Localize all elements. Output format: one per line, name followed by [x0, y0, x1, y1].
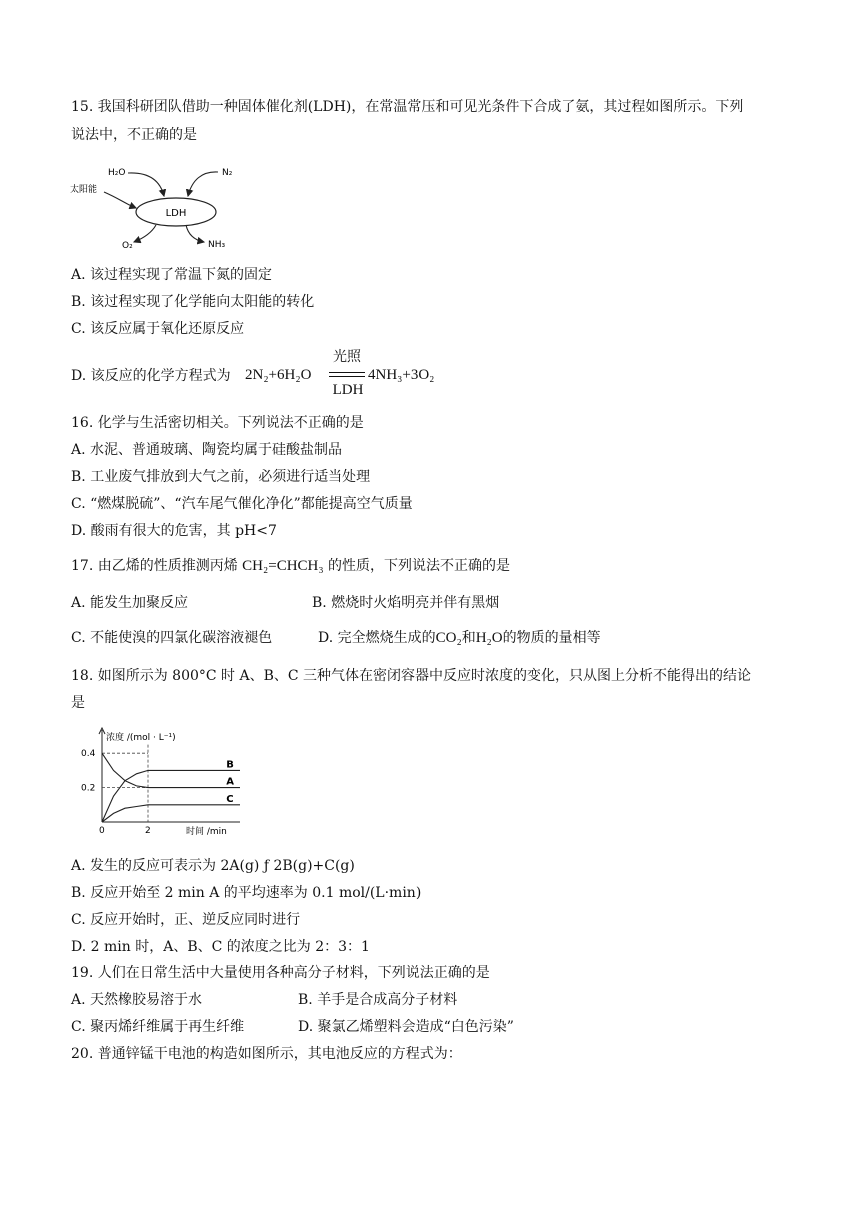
q18-option-a: A. 发生的反应可表示为 2A(g) ƒ 2B(g)+C(g)	[71, 858, 355, 874]
q15-equation-condition-top: 光照	[333, 349, 361, 365]
q19-option-d: D. 聚氯乙烯塑料会造成“白色污染”	[298, 1019, 514, 1035]
q16-option-b: B. 工业废气排放到大气之前，必须进行适当处理	[71, 469, 371, 485]
q19-option-c: C. 聚丙烯纤维属于再生纤维	[71, 1019, 245, 1035]
q15-equation-condition-bottom: LDH	[332, 382, 364, 398]
q15-equation-arrow-line1	[329, 372, 365, 373]
q16-option-c: C. “燃煤脱硫”、“汽车尾气催化净化”都能提高空气质量	[71, 496, 413, 512]
q17-stem-suffix: 的性质，下列说法不正确的是	[323, 558, 511, 574]
q16-stem: 16. 化学与生活密切相关。下列说法不正确的是	[71, 415, 364, 431]
q18-stem-line2: 是	[71, 695, 85, 711]
q15-option-a: A. 该过程实现了常温下氮的固定	[71, 267, 273, 283]
q18-option-b: B. 反应开始至 2 min A 的平均速率为 0.1 mol/(L·min)	[71, 885, 422, 901]
series-label-A: A	[226, 776, 234, 788]
y-axis-label: 浓度 /(mol · L⁻¹)	[106, 733, 176, 743]
q17-option-d	[318, 628, 601, 648]
q19-stem: 19. 人们在日常生活中大量使用各种高分子材料，下列说法正确的是	[71, 965, 490, 981]
q15-equation-left: 2N₂+6H₂O	[245, 367, 312, 383]
q15-option-c: C. 该反应属于氧化还原反应	[71, 321, 245, 337]
q19-option-b: B. 羊手是合成高分子材料	[298, 992, 458, 1008]
q16-option-a: A. 水泥、普通玻璃、陶瓷均属于硅酸盐制品	[71, 442, 343, 458]
x-axis-label: 时间 /min	[186, 827, 227, 836]
h2o-label: H₂O	[108, 168, 126, 178]
q15-stem-line1: 15. 我国科研团队借助一种固体催化剂(LDH)，在常温常压和可见光条件下合成了氨，其过程如图所示。下列	[71, 99, 744, 115]
q15-option-b: B. 该过程实现了化学能向太阳能的转化	[71, 294, 315, 310]
q18-concentration-chart	[78, 724, 248, 836]
ldh-label: LDH	[165, 208, 187, 219]
n2-label: N₂	[222, 168, 233, 178]
series-line-C	[102, 805, 240, 822]
y-tick-label-1: 0.2	[81, 783, 96, 794]
q17-stem	[71, 556, 510, 576]
nh3-arrow	[186, 225, 204, 242]
q17-option-b: B. 燃烧时火焰明亮并伴有黑烟	[312, 595, 500, 611]
q17-option-d-prefix: D. 完全燃烧生成的	[318, 630, 436, 646]
series-label-C: C	[226, 793, 234, 805]
q18-option-d: D. 2 min 时，A、B、C 的浓度之比为 2：3：1	[71, 939, 370, 955]
q17-option-d-mid: 和	[461, 630, 476, 646]
y-tick-label-0: 0.4	[81, 749, 96, 760]
o2-label: O₂	[122, 241, 133, 251]
q19-option-a: A. 天然橡胶易溶于水	[71, 992, 203, 1008]
x-tick-label-0: 0	[99, 826, 105, 836]
x-tick-label-1: 2	[145, 826, 151, 836]
sunlight-arrow	[104, 192, 136, 208]
q18-stem-line1: 18. 如图所示为 800°C 时 A、B、C 三种气体在密闭容器中反应时浓度的变化，只从图上分析不能得出的结论	[71, 668, 752, 684]
o2-arrow	[134, 225, 156, 242]
q15-equation-right: 4NH₃+3O₂	[368, 367, 435, 383]
q15-ldh-diagram	[68, 158, 248, 254]
q18-option-c: C. 反应开始时，正、逆反应同时进行	[71, 912, 301, 928]
q17-propene-formula: CH₂=CHCH₃	[242, 558, 324, 574]
series-label-B: B	[226, 759, 234, 771]
q17-option-d-suffix: 的物质的量相等	[502, 630, 601, 646]
q17-option-c: C. 不能使溴的四氯化碳溶液褪色	[71, 630, 273, 646]
n2-arrow	[188, 172, 218, 196]
h2o-arrow	[128, 173, 164, 196]
q15-stem-line2: 说法中，不正确的是	[71, 127, 197, 143]
q15-equation-arrow-line2	[329, 376, 365, 377]
q15-option-d-prefix: D. 该反应的化学方程式为	[71, 368, 231, 384]
q17-co2: CO₂	[435, 630, 462, 646]
q17-h2o: H₂O	[475, 630, 503, 646]
q20-stem: 20. 普通锌锰干电池的构造如图所示，其电池反应的方程式为：	[71, 1046, 462, 1062]
q16-option-d: D. 酸雨有很大的危害，其 pH<7	[71, 523, 277, 539]
nh3-label: NH₃	[208, 240, 226, 250]
q17-stem-prefix: 17. 由乙烯的性质推测丙烯	[71, 558, 243, 574]
sunlight-label: 太阳能	[70, 185, 98, 195]
q17-option-a: A. 能发生加聚反应	[71, 595, 189, 611]
